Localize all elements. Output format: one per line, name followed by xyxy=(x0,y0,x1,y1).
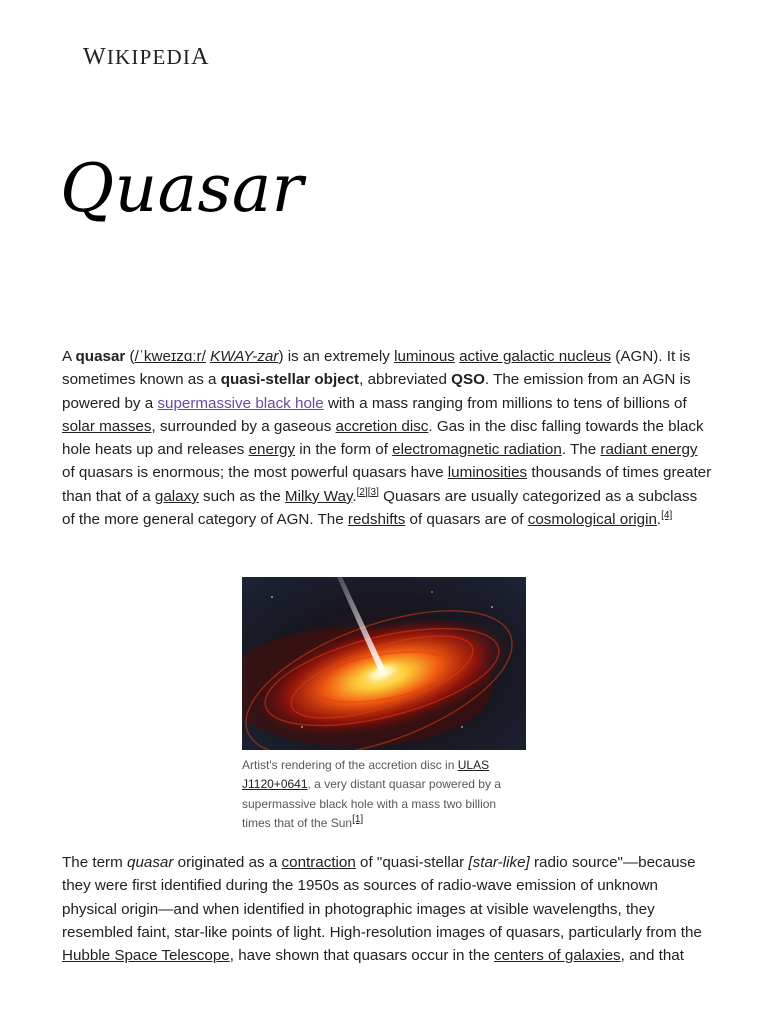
link-hubble-space-telescope[interactable]: Hubble Space Telescope xyxy=(62,947,230,965)
bold-term: quasar xyxy=(75,348,126,365)
citation-2[interactable]: [2] xyxy=(356,486,368,498)
link-galaxy[interactable]: galaxy xyxy=(154,487,199,505)
link-cosmological-origin[interactable]: cosmological origin xyxy=(527,511,657,529)
etymology-paragraph: The term quasar originated as a contraction of "quasi-stellar [star-like] radio source"—because they were first identified during the 1950s as sources of radio-wave emission of unknown physical origin—and when identified in photographic images at visible wavelengths, they resembled faint, star-like points of light. High-resolution images of quasars, particularly from the Hubble Space Telescope, have shown that quasars occur in the centers of galaxies, and that xyxy=(62,854,702,965)
wikipedia-wordmark[interactable]: WIKIPEDIA xyxy=(83,44,210,70)
link-luminosities[interactable]: luminosities xyxy=(447,464,528,482)
link-contraction[interactable]: contraction xyxy=(281,854,356,871)
link-redshifts[interactable]: redshifts xyxy=(347,511,406,529)
figure xyxy=(242,577,526,834)
bold-term: quasi-stellar object xyxy=(220,371,360,389)
ipa-link[interactable]: /ˈkweɪzɑːr/ xyxy=(134,348,206,365)
quasar-artwork-image[interactable] xyxy=(242,577,526,750)
respelling-link[interactable]: KWAY-zar xyxy=(210,348,279,365)
citation-3[interactable]: [3] xyxy=(367,486,379,498)
link-ulas-j1120[interactable]: ULAS J1120+0641 xyxy=(242,758,490,792)
link-centers-of-galaxies[interactable]: centers of galaxies xyxy=(494,947,621,965)
citation-1[interactable]: [1] xyxy=(352,814,364,826)
citation-4[interactable]: [4] xyxy=(661,510,673,522)
link-milky-way[interactable]: Milky Way xyxy=(284,487,353,505)
page-title: Quasar xyxy=(60,150,304,227)
link-supermassive-black-hole[interactable]: supermassive black hole xyxy=(157,394,324,412)
link-accretion-disc[interactable]: accretion disc xyxy=(335,417,429,435)
link-active-galactic-nucleus[interactable]: active galactic nucleus xyxy=(459,348,612,365)
link-luminous[interactable]: luminous xyxy=(394,348,455,365)
link-energy[interactable]: energy xyxy=(248,441,296,459)
figure-caption: Artist's rendering of the accretion disc in ULAS J1120+0641, a very distant quasar powered by a supermassive black hole with a mass two billion times that of the Sun[1] xyxy=(242,758,501,831)
bold-term: QSO xyxy=(451,371,485,389)
intro-paragraph: A quasar (/ˈkweɪzɑːr/ KWAY-zar) is an extremely luminous active galactic nucleus (AGN). It is sometimes known as a quasi-stellar object, abbreviated QSO. The emission from an AGN is powered by a supermassive black hole with a mass ranging from millions to tens of billions of solar masses, surrounded by a gaseous accretion disc. Gas in the disc falling towards the black hole heats up and releases energy in the form of electromagnetic radiation. The radiant energy of quasars is enormous; the most powerful quasars have luminosities thousands of times greater than that of a galaxy such as the Milky Way.[2][3] Quasars are usually categorized as a subclass of the more general category of AGN. The redshifts of quasars are of cosmological origin.[4] xyxy=(62,348,712,529)
link-radiant-energy[interactable]: radiant energy xyxy=(600,441,698,459)
link-electromagnetic-radiation[interactable]: electromagnetic radiation xyxy=(392,441,562,459)
link-solar-masses[interactable]: solar masses xyxy=(62,417,152,435)
